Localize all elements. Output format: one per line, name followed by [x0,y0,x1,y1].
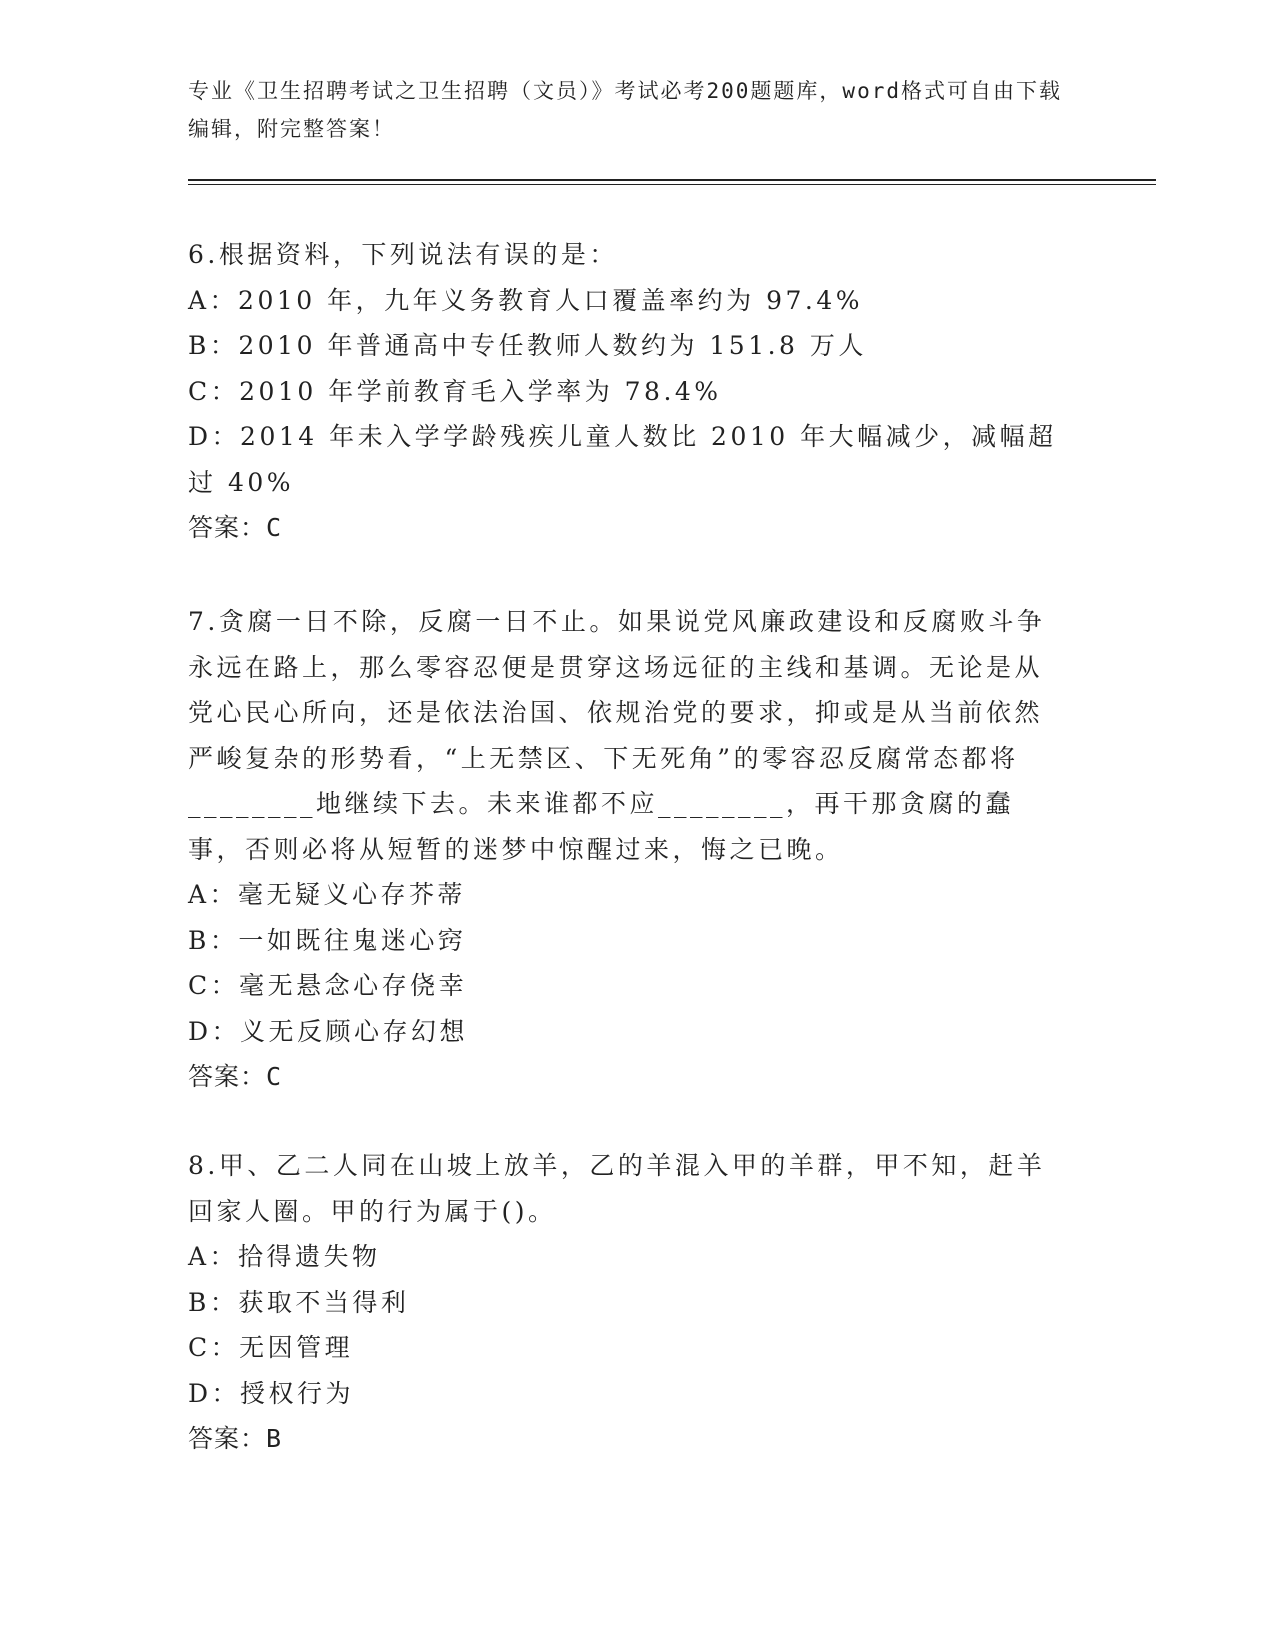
answer-line: 答案：B [188,1424,283,1453]
header-divider-thin [188,184,1156,185]
option-d: D：授权行为 [188,1378,355,1408]
option-c: C：毫无悬念心存侥幸 [188,971,468,1000]
option-c: C：2010 年学前教育毛入学率为 78.4% [188,376,722,406]
option-a: A：毫无疑义心存芥蒂 [188,880,467,909]
question-6 [188,232,1068,551]
question-stem: 6.根据资料，下列说法有误的是： [188,240,618,269]
question-8 [188,1143,1068,1462]
question-stem: 8.甲、乙二人同在山坡上放羊，乙的羊混入甲的羊群，甲不知，赶羊回家人圈。甲的行为属于()。 [188,1151,1046,1226]
option-b: B：2010 年普通高中专任教师人数约为 151.8 万人 [188,331,867,360]
option-c: C：无因管理 [188,1333,354,1362]
answer-line: 答案：C [188,1062,283,1091]
question-7 [188,599,1068,1100]
header-text: 专业《卫生招聘考试之卫生招聘（文员）》考试必考200题题库，word格式可自由下载编辑，附完整答案！ [188,79,1062,141]
document-header [188,72,1068,148]
option-a: A：2010 年，九年义务教育人口覆盖率约为 97.4% [188,285,863,315]
option-a: A：拾得遗失物 [188,1242,381,1271]
question-stem: 7.贪腐一日不除，反腐一日不止。如果说党风廉政建设和反腐败斗争永远在路上，那么零容忍便是贯穿这场远征的主线和基调。无论是从党心民心所向，还是依法治国、依规治党的要求，抑或是从当前依然严峻复杂的形势看，“上无禁区、下无死角”的零容忍反腐常态都将________地继续下去。未来谁都不应________，再干那贪腐的蠢事，否则必将从短暂的迷梦中惊醒过来，悔之已晚。 [188,607,1046,864]
header-divider-thick [188,179,1156,181]
option-d: D：义无反顾心存幻想 [188,1016,469,1046]
option-d: D：2014 年未入学学龄残疾儿童人数比 2010 年大幅减少，减幅超过 40% [188,422,1057,497]
option-b: B：获取不当得利 [188,1287,410,1317]
option-b: B：一如既往鬼迷心窍 [188,925,467,955]
answer-line: 答案：C [188,513,283,542]
